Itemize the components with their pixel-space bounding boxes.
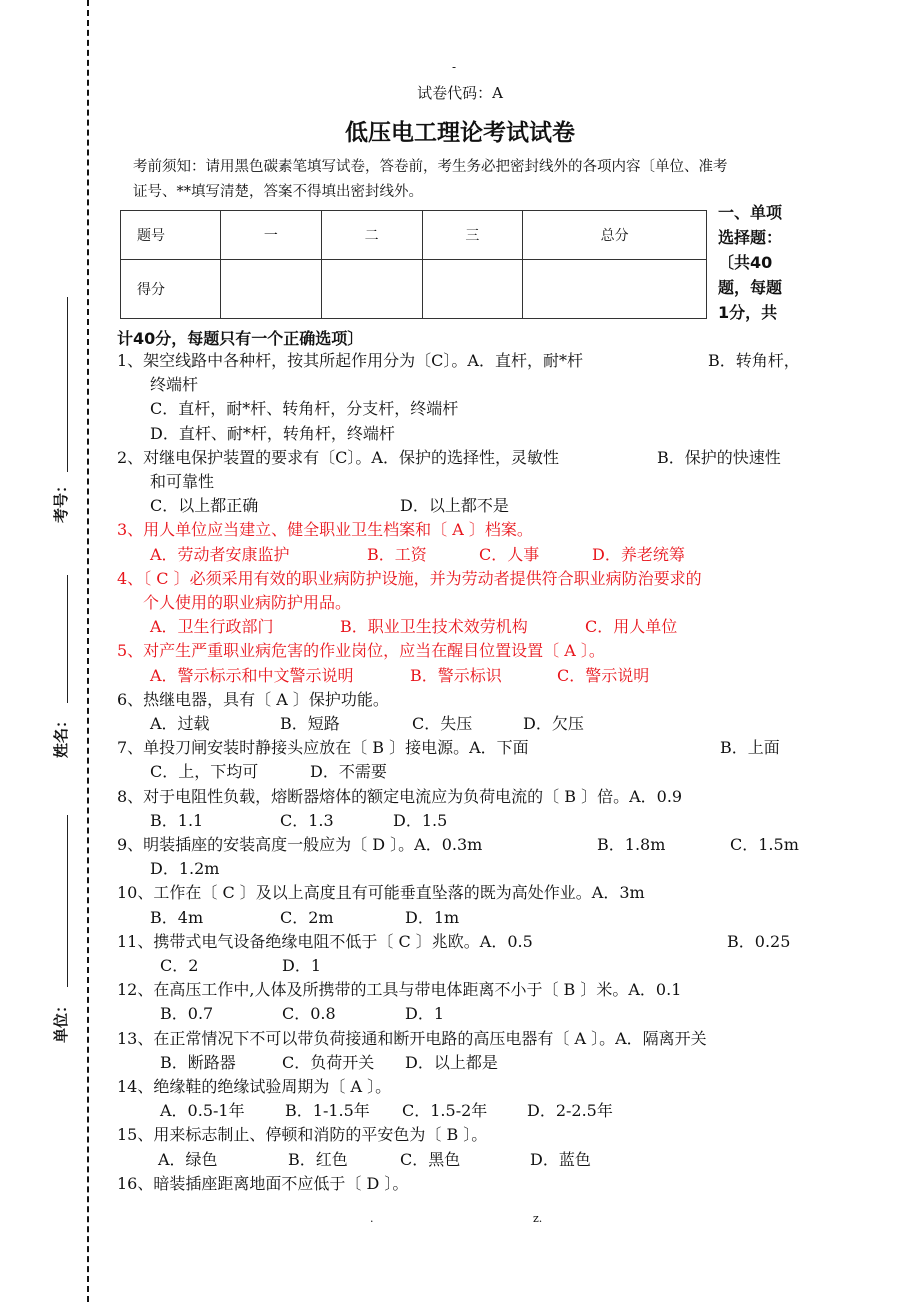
score-cell[interactable] [422, 260, 523, 319]
option-text: D．1m [405, 907, 460, 927]
option-text: D．蓝色 [530, 1149, 591, 1169]
question-line [0, 1026, 920, 1050]
line-text: 10、工作在〔 C 〕及以上高度且有可能垂直坠落的既为高处作业。A．3m [117, 883, 645, 903]
question-line [0, 590, 920, 614]
row-label: 得分 [121, 260, 221, 319]
option-text: C．黑色 [400, 1149, 461, 1169]
section-heading-line: 〔共40 [718, 253, 773, 272]
option-text: D．以上都是 [405, 1052, 498, 1072]
option-text: B．职业卫生技术效劳机构 [340, 617, 528, 637]
line-text: 7、单投刀闸安装时静接头应放在〔 B 〕接电源。A．下面 [117, 738, 529, 758]
line-text: 2、对继电保护装置的要求有〔C〕。A．保护的选择性，灵敏性 [117, 447, 559, 467]
question-line [0, 711, 920, 735]
option-text: D．1 [405, 1004, 445, 1024]
question-line [0, 469, 920, 493]
option-text: D．不需要 [310, 762, 387, 782]
option-text: C．1.5-2年 [402, 1101, 488, 1121]
line-text: 4、〔 C 〕必须采用有效的职业病防护设施，并为劳动者提供符合职业病防治要求的 [117, 568, 702, 588]
question-line [0, 759, 920, 783]
question-line [0, 784, 920, 808]
question-line [0, 1147, 920, 1171]
question-line [0, 638, 920, 662]
question-line [0, 687, 920, 711]
score-cell[interactable] [221, 260, 322, 319]
line-text: 个人使用的职业病防护用品。 [143, 593, 352, 612]
question-line [0, 1098, 920, 1122]
option-text: D．欠压 [523, 714, 584, 733]
unit-label: 单位： [52, 997, 71, 1044]
question-line [0, 663, 920, 687]
option-text: C．0.8 [282, 1004, 336, 1024]
line-text: A．卫生行政部门 [150, 617, 274, 637]
score-cell[interactable] [523, 260, 707, 319]
option-text: B．工资 [367, 544, 427, 564]
option-text: C．1.3 [280, 810, 334, 830]
paper-code: 试卷代码：A [417, 84, 503, 102]
option-text: D．以上都不是 [400, 496, 509, 516]
name-label: 姓名： [52, 712, 71, 759]
header-cell: 三 [422, 211, 523, 260]
question-line [0, 735, 920, 759]
header-cell: 一 [221, 211, 322, 260]
question-line [0, 421, 920, 445]
footer-right: z. [533, 1212, 543, 1225]
question-line [0, 1122, 920, 1146]
option-text: C．人事 [479, 544, 540, 564]
line-text: 8、对于电阻性负载，熔断器熔体的额定电流应为负荷电流的〔 B 〕倍。A．0.9 [117, 786, 683, 806]
option-text: C．1.5m [730, 835, 799, 854]
option-text: D．2-2.5年 [527, 1101, 613, 1121]
score-table-header-row [121, 211, 707, 260]
question-line [0, 493, 920, 517]
option-text: B．红色 [288, 1149, 348, 1169]
line-text: 1、架空线路中各种杆，按其所起作用分为〔C〕。A．直杆，耐*杆 [117, 351, 583, 370]
option-text: B．短路 [280, 714, 340, 733]
line-text: 5、对产生严重职业病危害的作业岗位，应当在醒目位置设置〔 A 〕。 [117, 641, 605, 661]
question-line [0, 372, 920, 396]
section-heading-line: 选择题： [718, 228, 783, 247]
option-text: B．警示标识 [410, 665, 502, 685]
section-heading-line: 题，每题 [718, 278, 783, 297]
option-text: B．上面 [720, 738, 780, 758]
page-title: 低压电工理论考试试卷 [345, 120, 575, 146]
line-text: 12、在高压工作中,人体及所携带的工具与带电体距离不小于〔 B 〕米。A．0.1 [117, 980, 682, 1000]
line-text: 3、用人单位应当建立、健全职业卫生档案和〔 A 〕档案。 [117, 520, 533, 540]
exam-no-label: 考号： [52, 477, 71, 524]
line-text: D．1.2m [150, 859, 220, 879]
line-text: 16、暗装插座距离地面不应低于〔 D 〕。 [117, 1173, 409, 1193]
question-line [0, 808, 920, 832]
question-line [0, 348, 920, 372]
line-text: B．1.1 [150, 810, 204, 830]
question-line [0, 566, 920, 590]
header-cell: 题号 [121, 211, 221, 260]
option-text: B．1.8m [597, 835, 666, 854]
section-heading-line: 一、单项 [718, 203, 783, 222]
question-line [0, 953, 920, 977]
line-text: A．劳动者安康监护 [150, 544, 290, 564]
question-line [0, 445, 920, 469]
line-text: B．0.7 [160, 1004, 214, 1024]
score-table-score-row [121, 260, 707, 319]
line-text: 终端杆 [150, 375, 199, 395]
option-text: B．0.25 [727, 931, 791, 951]
line-text: 14、绝缘鞋的绝缘试验周期为〔 A 〕。 [117, 1077, 392, 1096]
question-line [0, 977, 920, 1001]
question-line [0, 880, 920, 904]
line-text: 11、携带式电气设备绝缘电阻不低于〔 C 〕兆欧。A．0.5 [117, 931, 533, 951]
option-text: D．1.5 [393, 810, 448, 830]
line-text: D．直杆、耐*杆，转角杆，终端杆 [150, 423, 395, 443]
line-text: A．警示标示和中文警示说明 [150, 665, 354, 685]
line-text: C．上，下均可 [150, 762, 259, 782]
question-line [0, 396, 920, 420]
option-text: C．警示说明 [557, 665, 650, 685]
line-text: B．4m [150, 907, 204, 927]
line-text: A．过载 [150, 714, 210, 733]
section-heading-side [718, 200, 803, 325]
notice-line-1: 考前须知：请用黑色碳素笔填写试卷，答卷前，考生务必把密封线外的各项内容〔单位、准考 [133, 159, 728, 175]
option-text: B．保护的快速性 [657, 447, 781, 467]
question-line [0, 1050, 920, 1074]
line-text: A．绿色 [158, 1149, 218, 1169]
question-line [0, 517, 920, 541]
option-text: B．1-1.5年 [285, 1101, 370, 1121]
line-text: 9、明装插座的安装高度一般应为〔 D 〕。A．0.3m [117, 835, 483, 854]
option-text: D．养老统筹 [592, 544, 685, 564]
score-cell[interactable] [321, 260, 422, 319]
question-line [0, 542, 920, 566]
line-text: 和可靠性 [150, 472, 215, 491]
option-text: C．2m [280, 907, 334, 927]
option-text: C．负荷开关 [282, 1052, 375, 1072]
question-line [0, 1074, 920, 1098]
option-text: B．转角杆， [708, 351, 800, 370]
question-line [0, 1001, 920, 1025]
notice-line-2: 证号、**填写清楚，答案不得填出密封线外。 [133, 184, 423, 200]
section-heading-line: 1分，共 [718, 303, 778, 322]
option-text: C．用人单位 [585, 617, 678, 637]
option-text: C．失压 [412, 714, 473, 733]
line-text: 13、在正常情况下不可以带负荷接通和断开电路的高压电器有〔 A 〕。A．隔离开关 [117, 1028, 707, 1048]
line-text: 15、用来标志制止、停顿和消防的平安色为〔 B 〕。 [117, 1125, 488, 1145]
question-line [0, 1171, 920, 1195]
header-dash: - [452, 60, 457, 74]
line-text: C．2 [160, 956, 199, 975]
footer-left: . [370, 1212, 374, 1225]
header-cell: 总分 [523, 211, 707, 260]
header-cell: 二 [321, 211, 422, 260]
question-line [0, 614, 920, 638]
option-text: D．1 [282, 956, 322, 975]
score-table [120, 210, 707, 319]
section-heading-continuation: 计40分，每题只有一个正确选项〕 [117, 329, 364, 348]
question-line [0, 856, 920, 880]
line-text: C．直杆，耐*杆、转角杆，分支杆，终端杆 [150, 399, 459, 419]
line-text: C．以上都正确 [150, 496, 259, 516]
line-text: A．0.5-1年 [160, 1101, 245, 1121]
question-line [0, 929, 920, 953]
line-text: 6、热继电器，具有〔 A 〕保护功能。 [117, 689, 389, 709]
line-text: B．断路器 [160, 1052, 236, 1072]
question-line [0, 905, 920, 929]
question-line [0, 832, 920, 856]
